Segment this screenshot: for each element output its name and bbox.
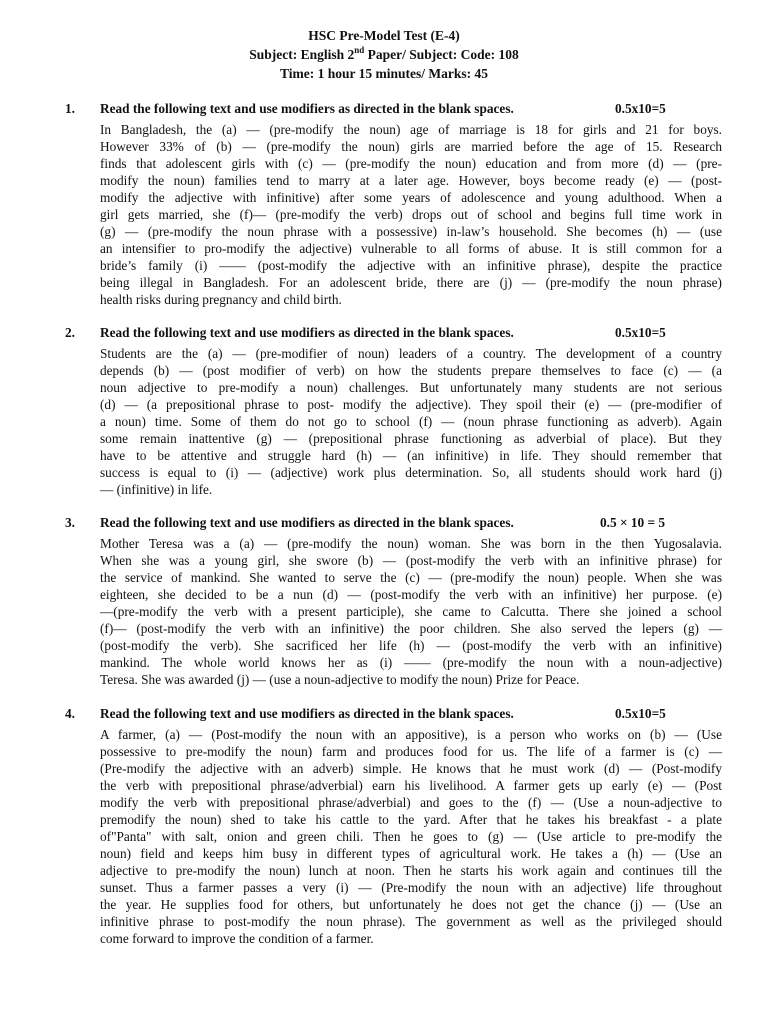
exam-title: HSC Pre-Model Test (E-4): [308, 28, 460, 43]
passage-line: infinitive phrase to post-modify the noun phrase). The government as well as the privileged should: [100, 914, 722, 929]
passage-line: eighteen, she decided to be a nun (d) — (post-modify the verb with an infinitive) her purpose. (e): [100, 587, 722, 602]
passage-line: In Bangladesh, the (a) — (pre-modify the noun) age of marriage is 18 for girls and 21 for boys.: [100, 122, 722, 137]
question-block: [0, 514, 768, 687]
passage-line: Teresa. She was awarded (j) — (use a noun-adjective to modify the noun) Prize for Peace.: [100, 672, 580, 687]
subject-superscript: nd: [354, 44, 365, 55]
passage-line: A farmer, (a) — (Post-modify the noun with an appositive), is a person who works on (b) — (Use: [100, 727, 722, 742]
passage-line: (f)— (post-modify the verb with an infinitive) the poor children. She also served the lepers (g) —: [100, 621, 722, 636]
passage-line: the year. He supplies food for others, but unfortunately he does not get the chance (j) — (Use an: [100, 897, 722, 912]
question-block: [0, 705, 768, 946]
question-instruction: Read the following text and use modifiers as directed in the blank spaces.: [100, 101, 514, 116]
question-number: 4.: [65, 706, 75, 721]
passage-line: have to be attentive and struggle hard (h) — (an infinitive) in life. They should remember that: [100, 448, 722, 463]
passage-line: bride’s family (i) —— (post-modify the adjective with an infinitive phrase), despite the practice: [100, 258, 722, 273]
question-instruction: Read the following text and use modifiers as directed in the blank spaces.: [100, 325, 514, 340]
passage-line: (g) — (pre-modify the noun phrase with a possessive) in-law’s household. She becomes (h) — (use: [100, 224, 722, 239]
question-heading: [0, 514, 768, 531]
question-block: [0, 324, 768, 497]
passage-line: girl gets married, she (f)— (pre-modify the verb) drops out of school and begins full time work in: [100, 207, 722, 222]
subject-code-text: Paper/ Subject: Code: 108: [364, 47, 519, 62]
passage-line: — (infinitive) in life.: [100, 482, 213, 497]
passage-line: an intensifier to pro-modify the adjective) vulnerable to all forms of abuse. It is still common for a: [100, 241, 722, 256]
passage-line: noun) field and keeps him busy in different types of agricultural work. He takes a (h) — (Use an: [100, 846, 722, 861]
question-heading: [0, 100, 768, 117]
passage-line: success is equal to (i) — (adjective) work plus determination. So, all students should work hard (j): [100, 465, 722, 480]
passage-line: —(pre-modify the verb with a present participle), she came to Calcutta. There she joined a school: [100, 604, 722, 619]
passage-line: (Pre-modify the adjective with an adverb) simple. He knows that he must work (d) — (Post-modify: [100, 761, 722, 776]
passage-line: Mother Teresa was a (a) — (pre-modify the noun) woman. She was born in the then Yugosalavia.: [100, 536, 722, 551]
passage-line: possessive to pre-modify the noun) farm and produces food for us. The life of a farmer is (c) —: [100, 744, 722, 759]
passage-line: come forward to improve the condition of a farmer.: [100, 931, 374, 946]
passage-line: finds that adolescent girls with (c) — (pre-modify the noun) education and from more (d) — (pre-: [100, 156, 722, 171]
passage-line: However 33% of (b) — (pre-modify the noun) girls are married before the age of 15. Research: [100, 139, 722, 154]
passage-line: noun adjective to pre-modify a noun) challenges. But unfortunately many students are not serious: [100, 380, 722, 395]
passage-line: (post-modify the verb). She sacrificed her life (h) — (post-modify the verb with an infinitive): [100, 638, 722, 653]
passage-line: (d) — (a prepositional phrase to post- modify the adjective). They spoil their (e) — (pre-modifier of: [100, 397, 722, 412]
question-marks: 0.5x10=5: [615, 706, 666, 721]
question-number: 1.: [65, 101, 75, 116]
passage-line: sunset. Thus a farmer passes a very (i) — (Pre-modify the noun with an adjective) life throughout: [100, 880, 722, 895]
passage-line: mankind. The whole world knows her as (i) —— (pre-modify the noun with a noun-adjective): [100, 655, 722, 670]
passage-line: of"Panta" with salt, onion and green chili. Then he goes to (g) — (Use article to pre-modify the: [100, 829, 722, 844]
passage-line: being illegal in Bangladesh. For an adolescent bride, there are (j) — (pre-modify the noun phrase): [100, 275, 722, 290]
time-marks-line: Time: 1 hour 15 minutes/ Marks: 45: [279, 66, 488, 81]
passage-line: adjective to pre-modify the noun) lunch at noon. Then he starts his work again and continues till the: [100, 863, 722, 878]
question-instruction: Read the following text and use modifiers as directed in the blank spaces.: [100, 706, 514, 721]
question-heading: [0, 324, 768, 341]
subject-line: [0, 45, 768, 64]
passage-line: depends (b) — (post modifier of verb) on how the students prepare themselves to face (c) — (a: [100, 363, 722, 378]
question-marks: 0.5x10=5: [615, 325, 666, 340]
passage-line: the verb with prepositional phrase/adverbial) earn his livelihood. A farmer gets up early (e) — (Post: [100, 778, 722, 793]
question-instruction: Read the following text and use modifiers as directed in the blank spaces.: [100, 515, 514, 530]
passage-line: Students are the (a) — (pre-modifier of noun) leaders of a country. The development of a country: [100, 346, 722, 361]
passage-line: a noun) time. Some of them do not go to school (f) — (noun phrase functioning as adverb). Again: [100, 414, 722, 429]
question-marks: 0.5x10=5: [615, 101, 666, 116]
passage-line: health risks during pregnancy and child birth.: [100, 292, 342, 307]
passage-line: some remain inattentive (g) — (prepositional phrase functioning as adverbial of place). But they: [100, 431, 722, 446]
subject-text: Subject: English 2: [249, 47, 355, 62]
question-marks: 0.5 × 10 = 5: [600, 515, 666, 530]
passage-line: the service of mankind. She wanted to serve the (c) — (pre-modify the noun) people. When she was: [100, 570, 722, 585]
passage-line: modify the noun) families tend to marry at a later age. However, boys become ready (e) — (post-: [100, 173, 722, 188]
question-number: 2.: [65, 325, 75, 340]
passage-line: modify the verb with prepositional phrase/adverbial) and goes to the (f) — (Use a noun-adjective to: [100, 795, 722, 810]
question-heading: [0, 705, 768, 722]
question-block: [0, 100, 768, 307]
passage-line: When she was a young girl, she swore (b) — (post-modify the verb with an infinitive phrase) for: [100, 553, 722, 568]
passage-line: modify the adjective with infinitive) after some years of adolescence and young adulthood. When a: [100, 190, 722, 205]
exam-header: [0, 26, 768, 83]
passage-line: premodify the noun) shed to take his cattle to the yard. After that he takes his breakfast - a plate: [100, 812, 722, 827]
question-number: 3.: [65, 515, 75, 530]
